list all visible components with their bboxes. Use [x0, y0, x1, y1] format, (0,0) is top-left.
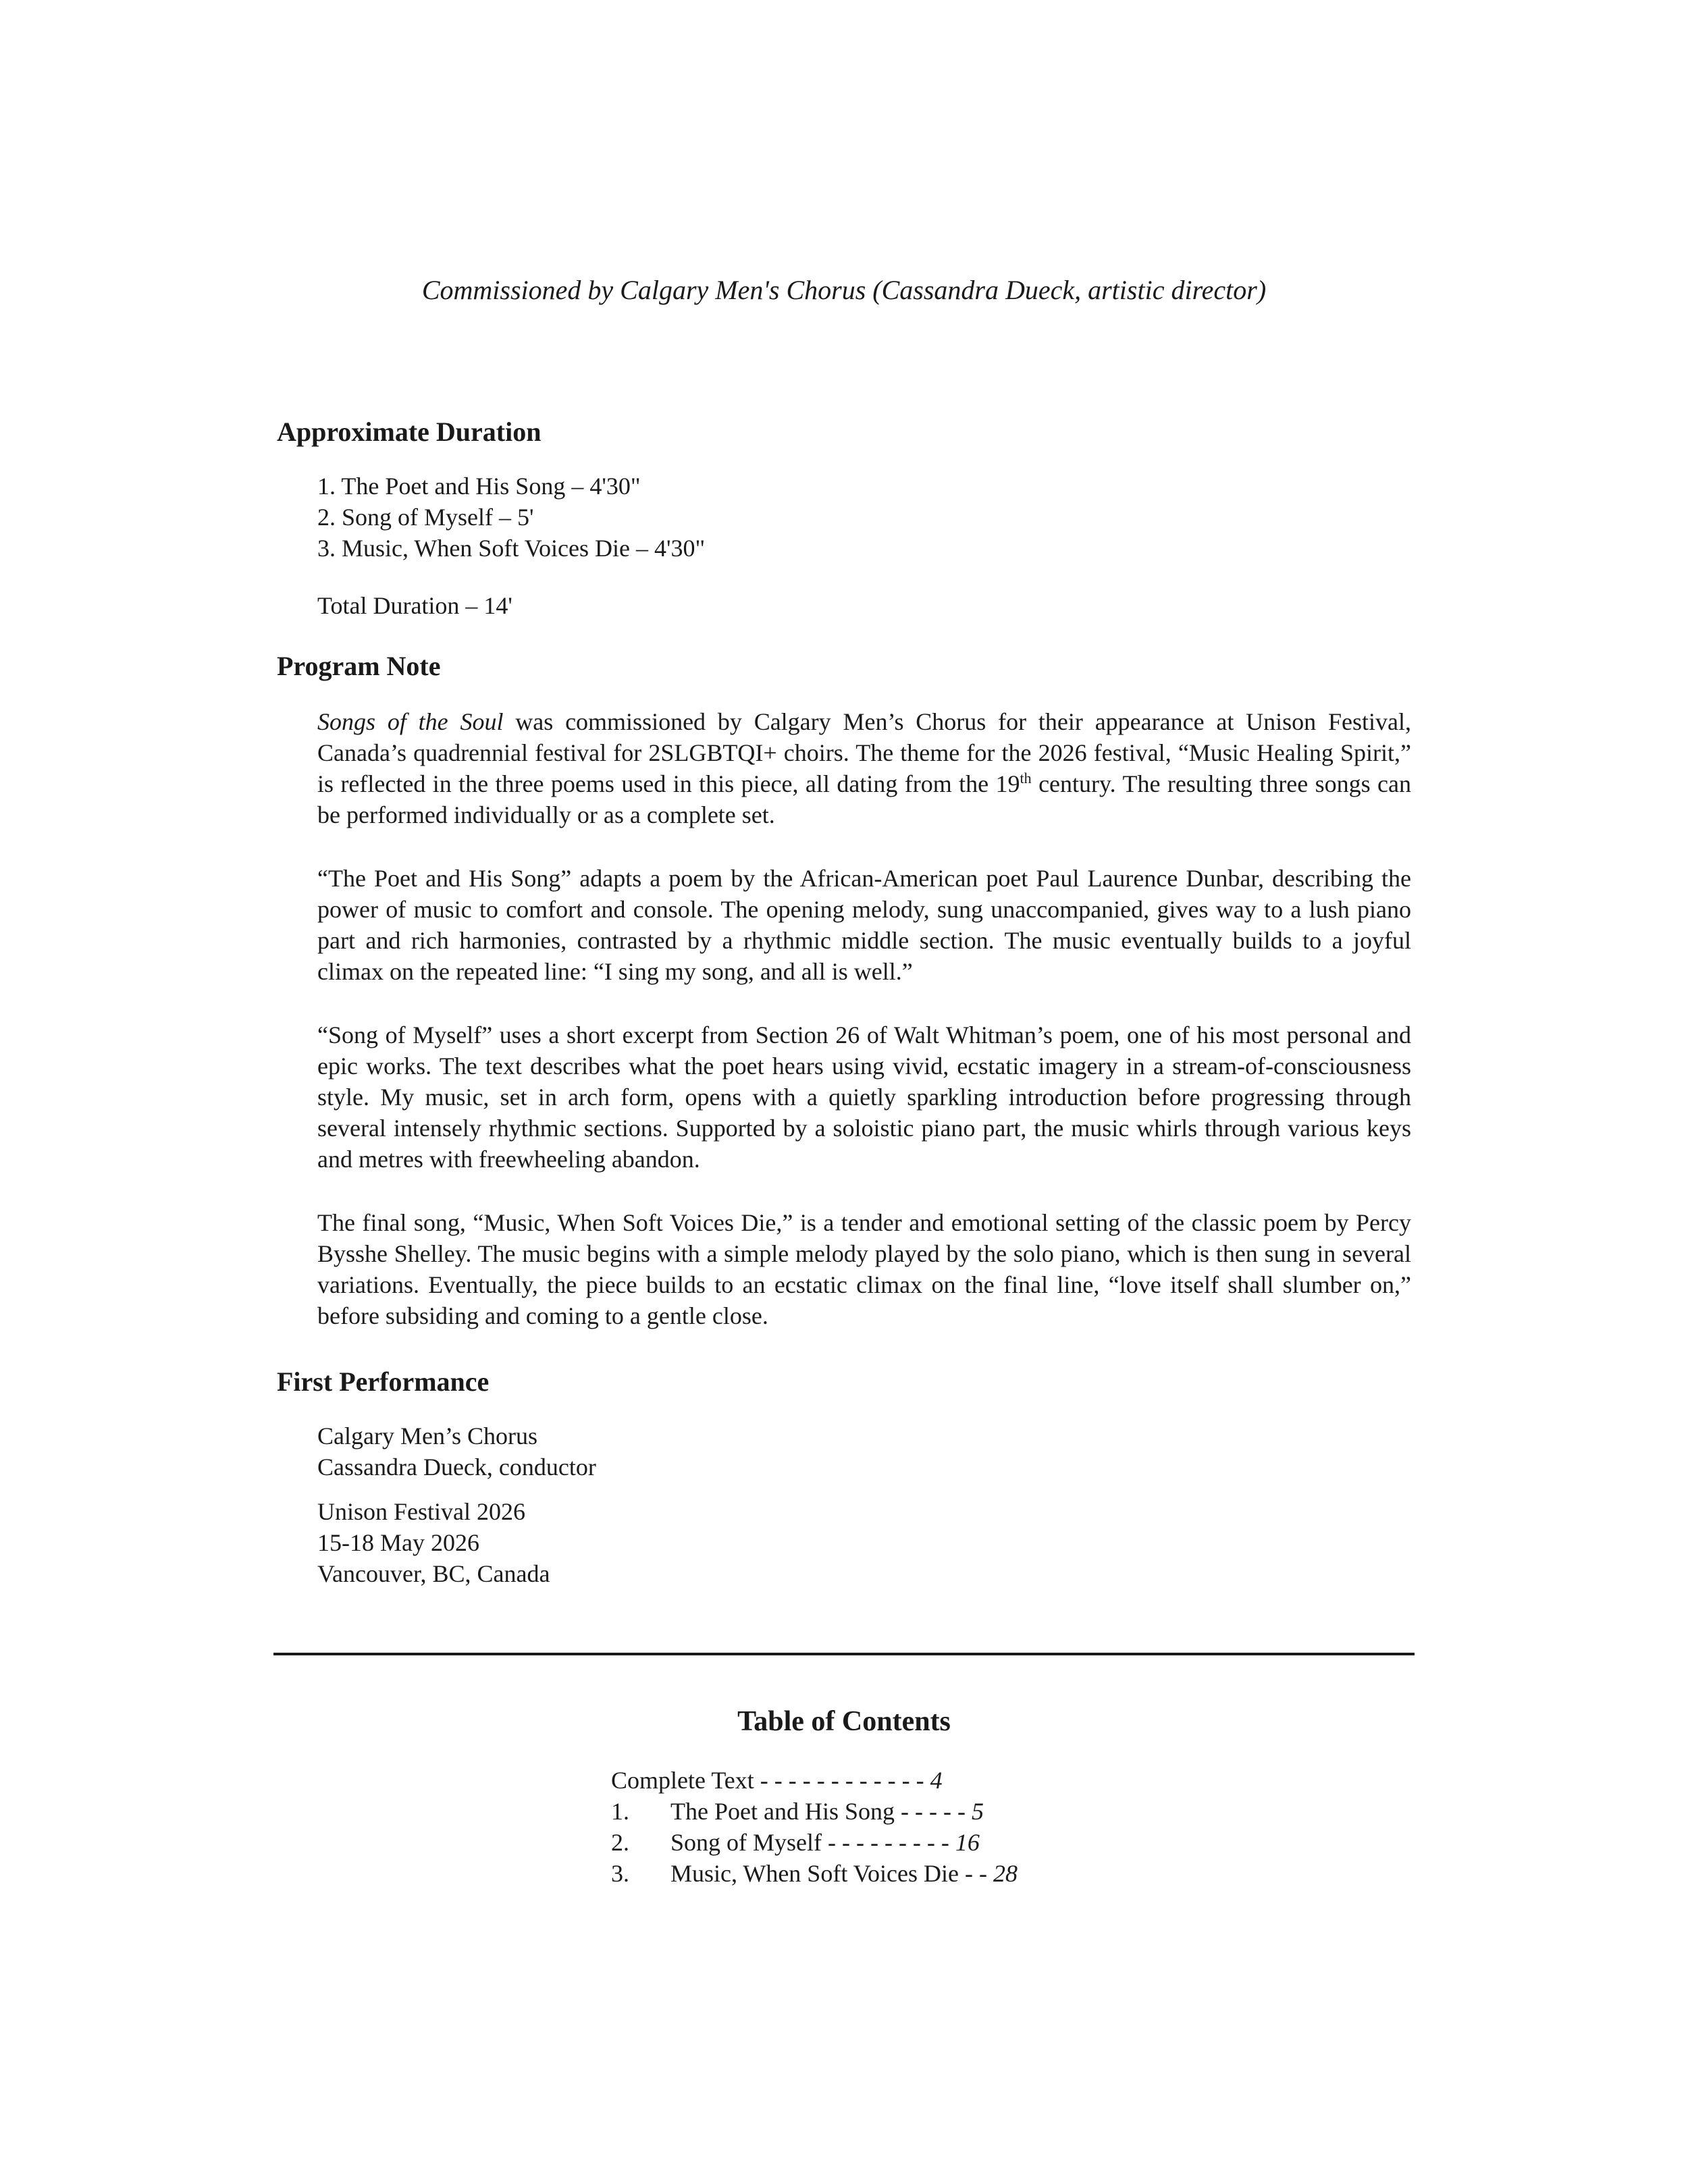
toc-leader: - - [958, 1860, 993, 1887]
work-title: Songs of the Soul [317, 708, 504, 735]
event-block [317, 1496, 1411, 1589]
duration-item: 2. Song of Myself – 5' [317, 504, 534, 531]
toc-number: 3. [611, 1860, 629, 1887]
toc-title: Table of Contents [737, 1706, 951, 1737]
conductor: Cassandra Dueck, conductor [317, 1454, 596, 1481]
toc-number: 1. [611, 1798, 629, 1825]
divider [273, 1653, 1415, 1655]
table-of-contents [611, 1765, 1097, 1889]
superscript: th [1020, 770, 1032, 787]
event-location: Vancouver, BC, Canada [317, 1560, 550, 1587]
toc-number: 2. [611, 1829, 629, 1856]
program-note-paragraph-2: “The Poet and His Song” adapts a poem by the African-American poet Paul Laurence Dunbar, describing the power of music to comfort and console. The opening melody, sung unaccompanied, gives way to a lush piano part and rich harmonies, contrasted by a rhythmic middle section. The music eventually builds to a joyful climax on the repeated line: “I sing my song, and all is well.” [317, 865, 1411, 985]
duration-item: 3. Music, When Soft Voices Die – 4'30" [317, 535, 706, 562]
toc-entry[interactable] [611, 1765, 1097, 1796]
paragraph-text: was commissioned by Calgary Men’s Chorus for their appearance at Unison Festival, Canada’s quadrennial festival for 2SLGBTQI+ choirs. The theme for the 2026 festival, “Music Healing Spirit,” is reflected in the three poems used in this piece, all dating from the 19 [317, 708, 1411, 797]
duration-heading: Approximate Duration [277, 417, 542, 447]
total-duration-text: Total Duration – 14' [317, 592, 512, 619]
event-name: Unison Festival 2026 [317, 1498, 526, 1525]
duration-item: 1. The Poet and His Song – 4'30" [317, 473, 641, 500]
program-note-paragraph-4: The final song, “Music, When Soft Voices Die,” is a tender and emotional setting of the classic poem by Percy Bysshe Shelley. The music begins with a simple melody played by the solo piano, which is then sung in several variations. Eventually, the piece builds to an ecstatic climax on the final line, “love itself shall slumber on,” before subsiding and coming to a gentle close. [317, 1209, 1411, 1329]
toc-leader: - - - - - - - - - - - - [754, 1767, 930, 1794]
toc-leader: - - - - - - - - - [822, 1829, 955, 1856]
commission-line: Commissioned by Calgary Men's Chorus (Cassandra Dueck, artistic director) [421, 275, 1267, 305]
duration-list [317, 471, 1411, 564]
toc-entry[interactable] [611, 1858, 1097, 1889]
event-dates: 15-18 May 2026 [317, 1529, 479, 1556]
paragraph-text: century. The resulting three songs can be performed individually or as a complete set. [317, 770, 1411, 828]
toc-entry[interactable] [611, 1796, 1097, 1827]
toc-label: Song of Myself [670, 1829, 822, 1856]
toc-leader: - - - - - [894, 1798, 972, 1825]
toc-page-number: 4 [930, 1767, 943, 1794]
toc-page-number: 5 [971, 1798, 984, 1825]
program-note-paragraph-3: “Song of Myself” uses a short excerpt from Section 26 of Walt Whitman’s poem, one of his most personal and epic works. The text describes what the poet hears using vivid, ecstatic imagery in a stream-of-consciousness style. My music, set in arch form, opens with a quietly sparkling introduction before progressing through several intensely rhythmic sections. Supported by a soloistic piano part, the music whirls through various keys and metres with freewheeling abandon. [317, 1021, 1411, 1173]
program-note-paragraph-1 [317, 706, 1411, 830]
toc-label: Complete Text [611, 1767, 754, 1794]
toc-page-number: 16 [955, 1829, 980, 1856]
toc-label: Music, When Soft Voices Die [670, 1860, 959, 1887]
first-performance-heading: First Performance [277, 1366, 490, 1397]
toc-entry[interactable] [611, 1827, 1097, 1858]
performer: Calgary Men’s Chorus [317, 1422, 537, 1449]
performer-block [317, 1420, 1411, 1483]
toc-label: The Poet and His Song [670, 1798, 895, 1825]
total-duration [317, 590, 1411, 621]
toc-page-number: 28 [993, 1860, 1018, 1887]
program-note-heading: Program Note [277, 651, 441, 681]
